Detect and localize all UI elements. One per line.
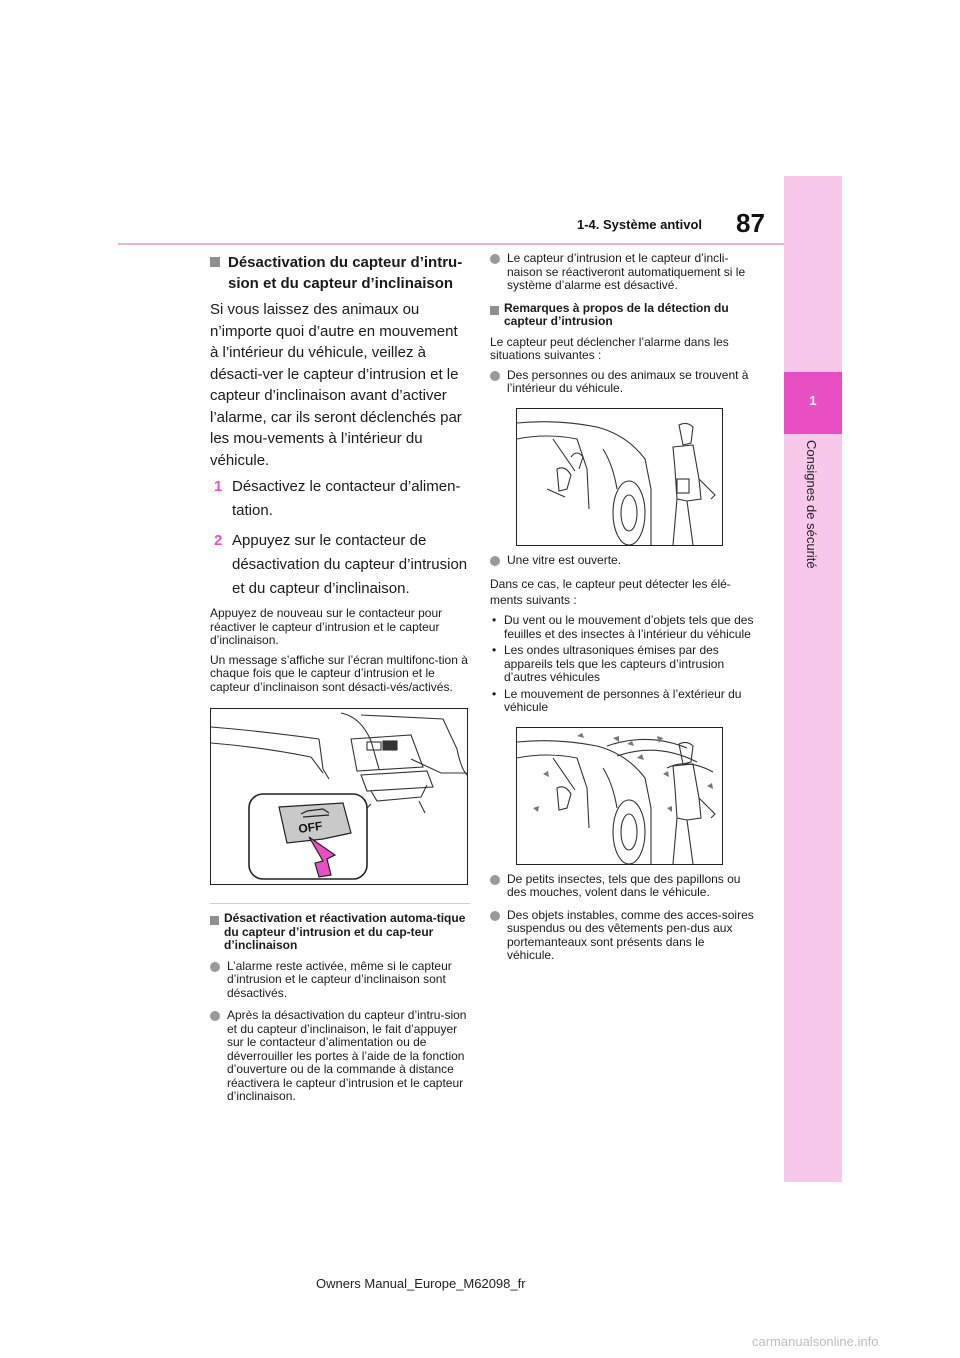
list-item: Des objets instables, comme des acces-soires suspendus ou des vêtements pen-dus aux portemanteaux sont présents dans le véhicule. (490, 909, 755, 963)
list-item: Une vitre est ouverte. (490, 554, 755, 568)
round-bullet-icon (490, 911, 500, 921)
subheading-detection-notes: Remarques à propos de la détection du capteur d’intrusion (490, 302, 755, 329)
step-number: 1 (214, 478, 223, 495)
round-bullet-icon (210, 962, 220, 972)
note-reactivate: Appuyez de nouveau sur le contacteur pour réactiver le capteur d’intrusion et le capteur d’inclinaison. (210, 606, 443, 647)
people-inside-illustration (516, 408, 723, 546)
off-switch-label: OFF (297, 818, 324, 836)
window-open-illustration (516, 727, 723, 865)
page-number: 87 (736, 208, 765, 238)
round-bullet-icon (210, 1011, 220, 1021)
round-bullet-icon (490, 875, 500, 885)
watermark: carmanualsonline.info (752, 1334, 879, 1349)
situations-intro: Le capteur peut déclencher l’alarme dans les situations suivantes : (490, 334, 729, 362)
step-2 (210, 529, 470, 601)
section-heading: Désactivation du capteur d’intru-sion et du capteur d’inclinaison (210, 252, 470, 294)
list-item: Après la désactivation du capteur d’intru-sion et du capteur d’inclinaison, le fait d’appuyer sur le contacteur d’alimentation ou de déverrouiller les portes à l’aide de la fonction d’ouverture ou de la commande à distance réactivera le capteur d’intrusion et le capteur d’inclinaison. (210, 1009, 470, 1104)
divider (210, 903, 470, 904)
step-text: Appuyez sur le contacteur de désactivation du capteur d’intrusion et du capteur d’inclinaison. (232, 532, 468, 597)
step-1 (210, 475, 470, 523)
step-number: 2 (214, 532, 223, 549)
right-column (490, 252, 755, 972)
list-item: • Du vent ou le mouvement d’objets tels que des feuilles et des insectes à l’intérieur du véhicule (492, 613, 754, 641)
square-bullet-icon (210, 257, 220, 267)
switch-illustration (210, 708, 468, 885)
note-message: Un message s’affiche sur l’écran multifonc-tion à chaque fois que le capteur d’intrusion et le capteur d’inclinaison sont désacti-vés/activés. (210, 652, 468, 694)
intro-paragraph: Si vous laissez des animaux ou n’importe quoi d’autre en mouvement à l’intérieur du véhicule, veillez à désacti-ver le capteur d’intrusion et le capteur d’inclinaison avant d’activer l’alarme, car ils seront déclenchés par les mou-vements à l’intérieur du véhicule. (210, 301, 462, 469)
left-column (210, 252, 470, 1113)
list-item: Le capteur d’intrusion et le capteur d’incli-naison se réactiveront automatiquement si le système d’alarme est désactivé. (490, 252, 755, 293)
list-item: Des personnes ou des animaux se trouvent à l’intérieur du véhicule. (490, 369, 755, 396)
header-rule (118, 243, 784, 245)
car-with-person-drawing (517, 409, 722, 545)
car-with-leaves-drawing (517, 728, 722, 864)
chapter-label: Consignes de sécurité (804, 440, 819, 569)
subheading-auto-reactivation: Désactivation et réactivation automa-tique du capteur d’intrusion et du cap-teur d’inclinaison (210, 912, 470, 953)
list-item: L’alarme reste activée, même si le capteur d’intrusion et le capteur d’inclinaison sont désactivés. (210, 960, 470, 1001)
list-item: De petits insectes, tels que des papillons ou des mouches, volent dans le véhicule. (490, 873, 755, 900)
list-item: • Le mouvement de personnes à l’extérieur du véhicule (492, 686, 742, 714)
list-item: • Les ondes ultrasoniques émises par des appareils tels que les capteurs d’intrusion d’autres véhicules (492, 643, 725, 684)
chapter-tab-number: 1 (809, 393, 817, 408)
square-bullet-icon (210, 916, 219, 925)
side-band (784, 176, 842, 1182)
section-title: 1-4. Système antivol (577, 217, 702, 232)
elements-intro: Dans ce cas, le capteur peut détecter les élé-ments suivants : (490, 577, 731, 607)
footer-doc-id: Owners Manual_Europe_M62098_fr (316, 1276, 526, 1291)
step-text: Désactivez le contacteur d’alimen-tation. (232, 478, 461, 519)
round-bullet-icon (490, 371, 500, 381)
square-bullet-icon (490, 306, 499, 315)
round-bullet-icon (490, 254, 500, 264)
round-bullet-icon (490, 556, 500, 566)
overhead-console-drawing (211, 709, 467, 884)
